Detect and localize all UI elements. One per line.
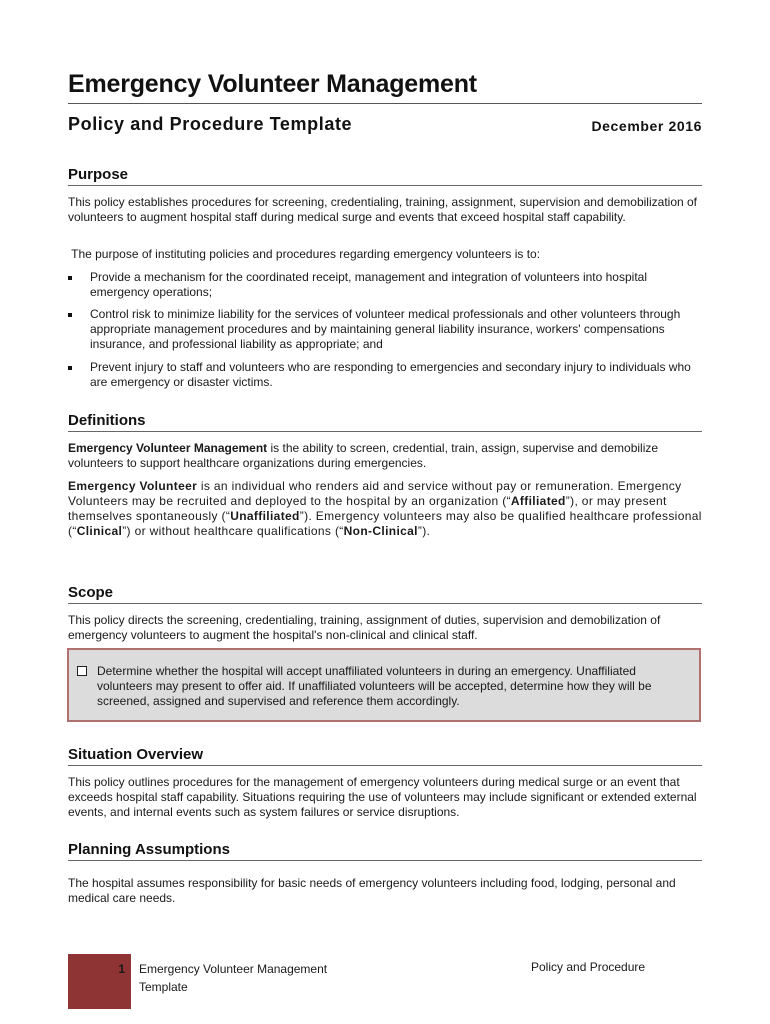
section-heading-scope: Scope	[68, 584, 702, 604]
definition-text: ”) or without healthcare qualifications (“	[122, 524, 344, 538]
term-affiliated: Affiliated	[510, 494, 566, 508]
definition-emergency-volunteer	[68, 479, 702, 539]
section-heading-planning-assumptions: Planning Assumptions	[68, 841, 702, 861]
bullet-icon	[68, 366, 72, 370]
definition-volunteer-management	[68, 441, 702, 471]
footer-page-block	[68, 954, 131, 1009]
page-number: 1	[118, 962, 125, 976]
planning-paragraph: The hospital assumes responsibility for basic needs of emergency volunteers including food, lodging, personal and medical care needs.	[68, 876, 676, 905]
definition-term: Emergency Volunteer	[68, 479, 198, 493]
instruction-callout	[67, 648, 701, 722]
definition-text: ”), or may present themselves spontaneously (“	[68, 494, 667, 523]
footer-document-type: Policy and Procedure	[531, 960, 646, 974]
bullet-icon	[68, 313, 72, 317]
footer-document-name	[139, 960, 359, 996]
definition-text: is the ability to screen, credential, train, assign, supervise and demobilize volunteers to support healthcare organizations during emergencies.	[68, 441, 659, 470]
document-title: Emergency Volunteer Management	[68, 70, 477, 98]
purpose-paragraph: This policy establishes procedures for screening, credentialing, training, assignment, supervision and demobilization of volunteers to augment hospital staff during medical surge and events that exceed hospital staff capability.	[68, 195, 698, 224]
definition-text: ”). Emergency volunteers may also be qualified healthcare professional (“	[68, 509, 702, 538]
list-item-text: Control risk to minimize liability for the services of volunteer medical professionals and other volunteers through appropriate management procedures and by maintaining general liability insurance, workers' compensations insurance, and professional liability as appropriate; and	[90, 307, 681, 351]
document-subtitle: Policy and Procedure Template	[68, 114, 353, 134]
title-divider	[68, 103, 702, 104]
callout-text: Determine whether the hospital will accept unaffiliated volunteers in during an emergency. Unaffiliated volunteers may present to offer aid. If unaffiliated volunteers will be accepted, determine how they will be screened, assigned and supervised and reference them accordingly.	[97, 664, 652, 708]
checkbox[interactable]	[77, 666, 87, 676]
definition-term: Emergency Volunteer Management	[68, 441, 268, 455]
bullet-icon	[68, 276, 72, 280]
purpose-intro: The purpose of instituting policies and procedures regarding emergency volunteers is to:	[68, 247, 541, 261]
term-unaffiliated: Unaffiliated	[230, 509, 300, 523]
footer-line: Emergency Volunteer Management	[139, 962, 328, 976]
section-heading-purpose: Purpose	[68, 166, 702, 186]
scope-paragraph: This policy directs the screening, credentialing, training, assignment of duties, supervision and demobilization of emergency volunteers to augment the hospital's non-clinical and clinical staff.	[68, 613, 661, 642]
section-heading-definitions: Definitions	[68, 412, 702, 432]
term-non-clinical: Non-Clinical	[343, 524, 418, 538]
section-heading-situation-overview: Situation Overview	[68, 746, 702, 766]
definition-text: is an individual who renders aid and service without pay or remuneration. Emergency Volunteers may be recruited and deployed to the hospital by an organization (“	[68, 479, 682, 508]
situation-paragraph: This policy outlines procedures for the management of emergency volunteers during medical surge or an event that exceeds hospital staff capability. Situations requiring the use of volunteers may include significant or extended external events, and internal events such as system failures or service disruptions.	[68, 775, 697, 819]
footer-line: Template	[139, 980, 188, 994]
document-date: December 2016	[591, 118, 702, 134]
list-item-text: Provide a mechanism for the coordinated receipt, management and integration of volunteers into hospital emergency operations;	[90, 270, 647, 299]
definition-text: ”).	[417, 524, 431, 538]
list-item-text: Prevent injury to staff and volunteers who are responding to emergencies and secondary injury to individuals who are emergency or disaster victims.	[90, 360, 691, 389]
term-clinical: Clinical	[76, 524, 123, 538]
